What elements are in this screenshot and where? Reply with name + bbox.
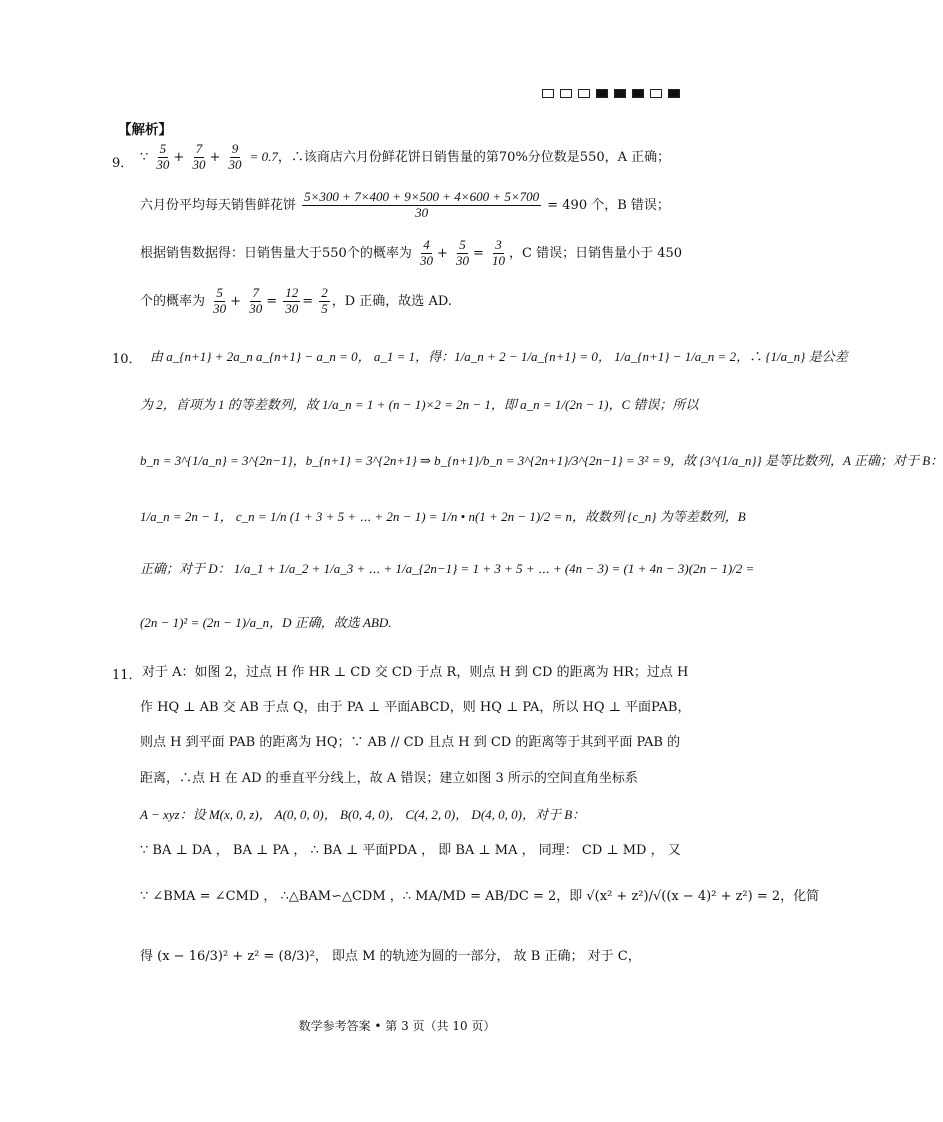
- q10-line-6: (2n − 1)² = (2n − 1)/a_n，D 正确，故选 ABD.: [140, 615, 392, 630]
- q9-text-4: 个的概率为: [140, 293, 206, 309]
- header-mark-empty-4: [650, 89, 662, 98]
- q9-number: 9．: [112, 156, 134, 171]
- q9-text-3: 根据销售数据得：日销售量大于550个的概率为: [140, 245, 412, 261]
- fraction: $\frac{3}{10}$: [492, 237, 506, 268]
- average-fraction: $\frac{5\times 300 + 7\times 400 + 9\times 500 + 4\times 600 + 5\times 700}{30}$: [304, 189, 540, 220]
- header-mark-filled-1: [596, 89, 608, 98]
- fraction: $\frac{7}{30}$: [249, 285, 263, 316]
- fraction: $\frac{12}{30}$: [285, 285, 299, 316]
- q10-line-5: 正确；对于 D： 1/a_1 + 1/a_2 + 1/a_3 + ⋯ + 1/a_{2n−1} = 1 + 3 + 5 + ⋯ + (4n − 3) = (1 + 4n − 3)(2n − 1)/2 =: [140, 561, 755, 576]
- q10-number: 10．: [112, 352, 142, 367]
- fraction: $\frac{2}{5}$: [321, 285, 328, 316]
- q9-text-3-tail: ，C 错误；日销售量小于 450: [509, 245, 683, 261]
- q11-line-1: 对于 A：如图 2，过点 H 作 HR ⊥ CD 交 CD 于点 R，则点 H 到 CD 的距离为 HR；过点 H: [142, 665, 689, 680]
- q9-line-2: [140, 190, 682, 221]
- header-mark-filled-3: [632, 89, 644, 98]
- fraction: $\frac{4}{30}$: [419, 237, 433, 268]
- q11-line-4: 距离，∴点 H 在 AD 的垂直平分线上，故 A 错误；建立如图 3 所示的空间直角坐标系: [140, 771, 638, 786]
- page-footer: 数学参考答案 • 第 3 页（共 10 页）: [298, 1019, 496, 1033]
- q10-line-3: b_n = 3^{1/a_n} = 3^{2n−1}，b_{n+1} = 3^{2n+1} ⇒ b_{n+1}/b_n = 3^{2n+1}/3^{2n−1} = 3² = 9，故 {3^{1/a_n}} 是等比数列，A 正确；对于 B：: [140, 453, 943, 468]
- q9-line-3: 根据销售数据得：日销售量大于550个的概率为 $\frac{4}{30}$ + $\frac{5}{30}$ = $\frac{3}{10}$ ，C 错误；日销售量小于 450: [140, 237, 683, 268]
- q9-text-4-tail: ，D 正确，故选 AD.: [331, 293, 452, 309]
- fraction: $\frac{7}{30}$: [192, 141, 206, 172]
- header-marks: [542, 89, 680, 98]
- q11-line-7: ∵ ∠BMA = ∠CMD ， ∴△BAM∽△CDM ，∴ MA/MD = AB/DC = 2，即 √(x² + z²)/√((x − 4)² + z²) = 2，化简: [140, 889, 820, 904]
- q9-line-4: 个的概率为 $\frac{5}{30}$ + $\frac{7}{30}$ = $\frac{12}{30}$ = $\frac{2}{5}$ ，D 正确，故选 AD.: [140, 285, 452, 316]
- section-title: 【解析】: [118, 122, 172, 138]
- q9-line-1: ∵ $\frac{5}{30}$ + $\frac{7}{30}$ + $\frac{9}{30}$ = 0.7，∴该商店六月份鲜花饼日销售量的第70%分位数是550，A 正确；: [140, 141, 671, 172]
- q11-line-5: A − xyz：设 M(x, 0, z)， A(0, 0, 0)， B(0, 4, 0)， C(4, 2, 0)， D(4, 0, 0)，对于 B：: [140, 807, 586, 822]
- fraction: $\frac{5}{30}$: [456, 237, 469, 268]
- q11-number: 11．: [112, 668, 142, 683]
- q10-line-2: 为 2，首项为 1 的等差数列，故 1/a_n = 1 + (n − 1)×2 = 2n − 1，即 a_n = 1/(2n − 1)，C 错误；所以: [140, 397, 699, 412]
- header-mark-empty-2: [560, 89, 572, 98]
- because-symbol: ∵: [140, 149, 149, 165]
- q11-line-6: ∵ BA ⊥ DA ， BA ⊥ PA ， ∴ BA ⊥ 平面PDA ， 即 BA ⊥ MA ， 同理： CD ⊥ MD ， 又: [140, 843, 681, 858]
- q9-text-2: 六月份平均每天销售鲜花饼: [140, 197, 297, 213]
- q10-line-1: 由 a_{n+1} + 2a_n a_{n+1} − a_n = 0， a_1 = 1，得：1/a_n + 2 − 1/a_{n+1} = 0， 1/a_{n+1} − 1/a_n = 2，∴ {1/a_n} 是公差: [150, 349, 848, 364]
- fraction: $\frac{5}{30}$: [156, 141, 170, 172]
- header-mark-filled-4: [668, 89, 680, 98]
- header-mark-empty-1: [542, 89, 554, 98]
- fraction: $\frac{9}{30}$: [228, 141, 242, 172]
- q9-text-2-tail: = 490 个，B 错误；: [547, 197, 670, 213]
- q9-text-1: ，∴该商店六月份鲜花饼日销售量的第70%分位数是550，A 正确；: [277, 149, 671, 165]
- q11-line-8: 得 (x − 16/3)² + z² = (8/3)²， 即点 M 的轨迹为圆的一部分， 故 B 正确； 对于 C，: [140, 949, 641, 964]
- equation-result: = 0.7: [249, 148, 278, 164]
- header-mark-empty-3: [578, 89, 590, 98]
- header-mark-filled-2: [614, 89, 626, 98]
- fraction: $\frac{5}{30}$: [213, 285, 227, 316]
- q10-line-4: 1/a_n = 2n − 1， c_n = 1/n (1 + 3 + 5 + ⋯ + 2n − 1) = 1/n • n(1 + 2n − 1)/2 = n，故数列 {c_n} 为等差数列，B: [140, 509, 746, 524]
- q11-line-2: 作 HQ ⊥ AB 交 AB 于点 Q，由于 PA ⊥ 平面ABCD，则 HQ ⊥ PA，所以 HQ ⊥ 平面PAB，: [140, 700, 691, 715]
- q11-line-3: 则点 H 到平面 PAB 的距离为 HQ；∵ AB // CD 且点 H 到 CD 的距离等于其到平面 PAB 的: [140, 735, 681, 750]
